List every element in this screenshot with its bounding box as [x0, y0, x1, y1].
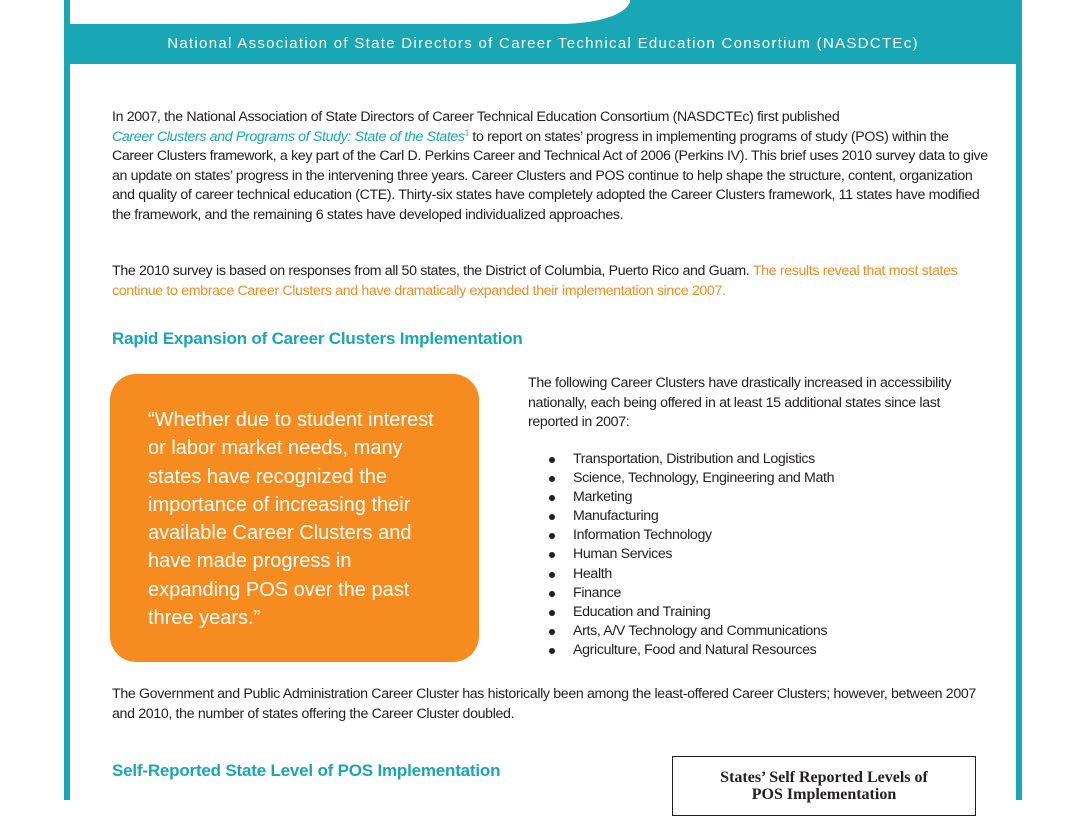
top-banner-curve: [70, 0, 630, 24]
list-item: Agriculture, Food and Natural Resources: [548, 641, 834, 660]
list-item: Manufacturing: [548, 507, 834, 526]
government-cluster-paragraph: The Government and Public Administration Career Cluster has historically been among the least-offered Career Clusters; however, between 2007 and 2010, the number of states offering the Career Cluster doubled.: [112, 686, 976, 722]
list-item: Science, Technology, Engineering and Math: [548, 469, 834, 488]
pos-levels-table-header: [672, 756, 976, 816]
survey-paragraph: [112, 262, 992, 301]
report-title-link[interactable]: Career Clusters and Programs of Study: State of the States: [112, 128, 465, 145]
table-title-line2: POS Implementation: [751, 786, 897, 803]
intro-text-b: to report on states’ progress in implementing programs of study (POS) within the Career Clusters framework, a key part of the Carl D. Perkins Career and Technical Act of 2006 (Perkins IV). This brief uses 2010 survey data to give an update on states’ progress in the intervening three years. Career Clusters and POS continue to help shape the structure, content, organization and quality of career technical education (CTE). Thirty-six states have completely adopted the Career Clusters framework, 11 states have modified the framework, and the remaining 6 states have developed individualized approaches.: [112, 128, 988, 223]
survey-text: The 2010 survey is based on responses from all 50 states, the District of Columbia, Puerto Rico and Guam.: [112, 263, 753, 279]
pull-quote: [110, 374, 479, 662]
table-title-line1: States’ Self Reported Levels of: [720, 769, 928, 786]
list-item: Education and Training: [548, 603, 834, 622]
org-title-bar: [64, 24, 1022, 64]
section-heading-pos: Self-Reported State Level of POS Implementation: [112, 761, 501, 780]
survey-highlight: The results reveal that most states continue to embrace Career Clusters and have dramatically expanded their implementation since 2007.: [112, 263, 958, 299]
left-border: [64, 0, 70, 800]
list-item: Marketing: [548, 488, 834, 507]
list-item: Human Services: [548, 545, 834, 564]
intro-paragraph: [112, 108, 992, 225]
list-item: Finance: [548, 584, 834, 603]
pull-quote-text: “Whether due to student interest or labor market needs, many states have recognized the importance of increasing their available Career Clusters and have made progress in expanding POS over the past three years.”: [148, 409, 434, 630]
clusters-intro: The following Career Clusters have drastically increased in accessibility nationally, each being offered in at least 15 additional states since last reported in 2007:: [528, 375, 952, 430]
list-item: Information Technology: [548, 526, 834, 545]
list-item: Arts, A/V Technology and Communications: [548, 622, 834, 641]
right-border: [1016, 0, 1022, 800]
intro-text-a: In 2007, the National Association of State Directors of Career Technical Education Consortium (NASDCTEc) first published: [112, 109, 840, 125]
section-heading-expansion: Rapid Expansion of Career Clusters Implementation: [112, 329, 523, 348]
clusters-list: [548, 450, 834, 660]
org-title: National Association of State Directors of Career Technical Education Consortium (NASDCTEc): [167, 35, 919, 52]
footnote-marker[interactable]: 1: [464, 127, 469, 137]
list-item: Transportation, Distribution and Logistics: [548, 450, 834, 469]
list-item: Health: [548, 565, 834, 584]
